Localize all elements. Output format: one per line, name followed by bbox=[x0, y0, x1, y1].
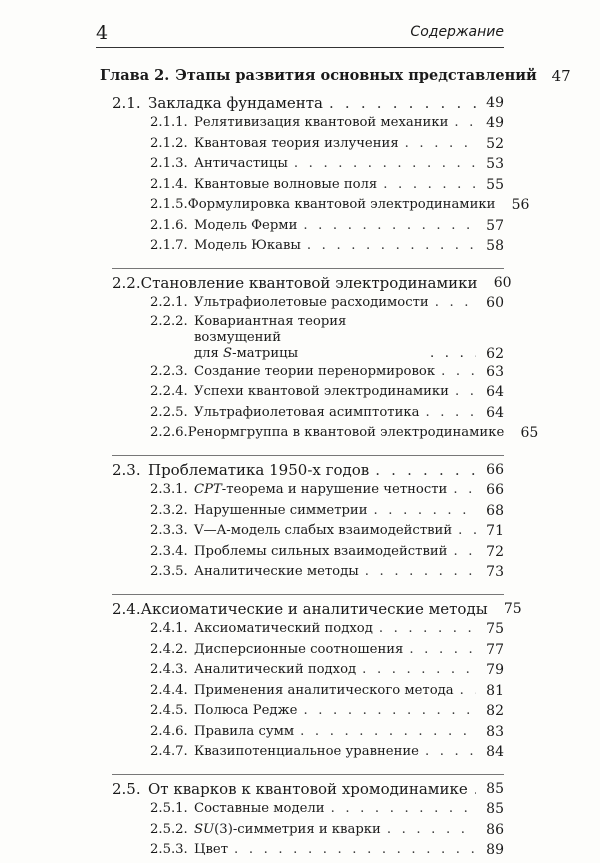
subsection-page: 71 bbox=[486, 523, 504, 539]
subsection-entry[interactable] bbox=[100, 562, 504, 583]
section-title: Проблематика 1950-х годов bbox=[148, 460, 370, 479]
leader-dots bbox=[425, 403, 476, 424]
leader-dots bbox=[307, 236, 476, 257]
subsection-entry[interactable] bbox=[100, 619, 504, 640]
subsection-entry[interactable] bbox=[100, 293, 504, 314]
subsection-number: 2.3.5. bbox=[150, 564, 188, 579]
subsection-entry[interactable] bbox=[100, 660, 504, 681]
subsection-page: 89 bbox=[486, 842, 504, 858]
subsection-title: Модель Ферми bbox=[194, 217, 298, 233]
section-page: 75 bbox=[503, 600, 522, 617]
subsection-page: 68 bbox=[486, 502, 504, 519]
subsection-page: 49 bbox=[486, 115, 504, 131]
subsection-entry[interactable] bbox=[100, 681, 504, 702]
leader-dots bbox=[387, 820, 476, 841]
subsection-entry[interactable] bbox=[100, 701, 504, 722]
subsection-entry[interactable] bbox=[100, 423, 539, 444]
subsection-title: Проблемы сильных взаимодействий bbox=[194, 543, 448, 559]
subsection-title: Квантовая теория излучения bbox=[194, 135, 399, 151]
subsection-page: 63 bbox=[486, 363, 504, 380]
leader-dots bbox=[365, 562, 476, 583]
section-title: Становление квантовой электродинамики bbox=[140, 273, 478, 292]
subsection-page: 75 bbox=[486, 621, 504, 637]
section-divider bbox=[112, 268, 504, 269]
leader-dots bbox=[303, 216, 476, 237]
subsection-page: 57 bbox=[486, 217, 504, 234]
leader-dots bbox=[453, 480, 476, 501]
subsection-title bbox=[194, 314, 424, 362]
subsection-title: Успехи квантовой электродинамики bbox=[194, 384, 449, 399]
section-group-2-3 bbox=[100, 460, 504, 585]
section-number: 2.2. bbox=[112, 273, 141, 292]
subsection-page: 56 bbox=[511, 197, 530, 213]
subsection-title-line2-post: -матрицы bbox=[232, 345, 299, 361]
leader-dots bbox=[362, 660, 476, 681]
leader-dots bbox=[329, 93, 476, 114]
subsection-title: Составные модели bbox=[194, 801, 325, 816]
section-entry[interactable] bbox=[100, 599, 522, 620]
subsection-page: 84 bbox=[486, 744, 504, 760]
subsection-title-rest: -теорема и нарушение четности bbox=[221, 482, 448, 497]
subsection-page: 85 bbox=[486, 801, 504, 817]
header-rule bbox=[96, 47, 504, 48]
subsection-number: 2.1.2. bbox=[150, 135, 188, 151]
leader-dots bbox=[300, 722, 476, 743]
subsection-page: 77 bbox=[486, 641, 504, 658]
subsection-entry[interactable] bbox=[100, 799, 504, 820]
subsection-title: Создание теории перенормировок bbox=[194, 363, 436, 379]
subsection-page: 60 bbox=[486, 295, 504, 311]
section-group-2-2 bbox=[100, 273, 539, 446]
subsection-entry[interactable] bbox=[100, 236, 504, 257]
leader-dots bbox=[441, 362, 476, 383]
subsection-number: 2.3.3. bbox=[150, 523, 188, 538]
subsection-title: Цвет bbox=[194, 842, 229, 857]
subsection-number: 2.2.5. bbox=[150, 404, 188, 420]
math-symbol: CPT bbox=[194, 482, 222, 497]
section-entry[interactable] bbox=[100, 779, 504, 800]
section-number: 2.1. bbox=[112, 93, 141, 112]
section-divider bbox=[112, 455, 504, 456]
leader-dots bbox=[454, 113, 476, 134]
subsection-title: Модель Юкавы bbox=[194, 238, 301, 253]
section-page: 66 bbox=[486, 461, 504, 478]
subsection-entry[interactable] bbox=[100, 480, 504, 501]
subsection-title-line2-pre: для bbox=[194, 345, 224, 361]
section-page: 49 bbox=[486, 94, 504, 111]
leader-dots bbox=[331, 799, 476, 820]
subsection-entry[interactable] bbox=[100, 640, 504, 661]
section-page: 85 bbox=[486, 780, 504, 797]
subsection-title: V—A-модель слабых взаимодействий bbox=[194, 523, 453, 538]
leader-dots bbox=[375, 460, 476, 481]
subsection-entry[interactable] bbox=[100, 501, 504, 522]
subsection-number: 2.4.7. bbox=[150, 744, 188, 759]
section-group-2-5 bbox=[100, 779, 504, 863]
subsection-title: Аналитические методы bbox=[194, 564, 359, 579]
leader-dots bbox=[474, 779, 476, 800]
running-head: Содержание bbox=[410, 24, 504, 40]
subsection-page: 58 bbox=[486, 238, 504, 254]
leader-dots bbox=[458, 521, 476, 542]
subsection-number: 2.4.6. bbox=[150, 723, 188, 739]
leader-dots bbox=[383, 175, 476, 196]
section-group-2-1 bbox=[100, 93, 530, 259]
subsection-page: 86 bbox=[486, 821, 504, 838]
subsection-title: Ультрафиолетовая асимптотика bbox=[194, 404, 420, 420]
subsection-title: Античастицы bbox=[194, 156, 288, 171]
subsection-number: 2.3.1. bbox=[150, 482, 188, 497]
subsection-number: 2.1.4. bbox=[150, 176, 188, 192]
leader-dots bbox=[294, 154, 476, 175]
leader-dots bbox=[234, 840, 476, 861]
math-symbol: S bbox=[223, 345, 233, 361]
subsection-title: Нарушенные симметрии bbox=[194, 502, 368, 518]
subsection-page: 66 bbox=[486, 482, 504, 498]
leader-dots bbox=[405, 134, 476, 155]
subsection-number: 2.4.5. bbox=[150, 703, 188, 718]
subsection-page: 83 bbox=[486, 723, 504, 740]
subsection-entry[interactable] bbox=[100, 742, 504, 763]
subsection-entry[interactable] bbox=[100, 134, 504, 155]
subsection-entry[interactable] bbox=[100, 113, 504, 134]
math-symbol: SU bbox=[194, 821, 215, 837]
subsection-number: 2.5.1. bbox=[150, 801, 188, 816]
subsection-number: 2.2.6. bbox=[150, 425, 188, 440]
leader-dots bbox=[455, 382, 476, 403]
subsection-number: 2.4.4. bbox=[150, 682, 188, 698]
subsection-number: 2.3.4. bbox=[150, 543, 188, 559]
subsection-number: 2.5.2. bbox=[150, 821, 188, 837]
leader-dots bbox=[374, 501, 476, 522]
subsection-number: 2.1.6. bbox=[150, 217, 188, 233]
subsection-number: 2.1.3. bbox=[150, 156, 188, 171]
subsection-page: 62 bbox=[486, 345, 504, 362]
subsection-title: Применения аналитического метода bbox=[194, 682, 454, 698]
section-entry[interactable] bbox=[100, 460, 504, 481]
subsection-page: 64 bbox=[486, 404, 504, 421]
leader-dots bbox=[409, 640, 476, 661]
section-entry[interactable] bbox=[100, 273, 512, 294]
subsection-entry[interactable] bbox=[100, 840, 504, 861]
subsection-number: 2.4.1. bbox=[150, 621, 188, 636]
subsection-page: 55 bbox=[486, 176, 504, 193]
subsection-title: Аналитический подход bbox=[194, 662, 357, 677]
section-group-2-4 bbox=[100, 599, 522, 765]
leader-dots bbox=[453, 542, 476, 563]
subsection-title: Аксиоматический подход bbox=[194, 621, 373, 636]
subsection-title: Ультрафиолетовые расходимости bbox=[194, 295, 429, 310]
subsection-page: 79 bbox=[486, 662, 504, 678]
subsection-number: 2.2.3. bbox=[150, 363, 188, 379]
subsection-title: Дисперсионные соотношения bbox=[194, 641, 404, 657]
section-number: 2.5. bbox=[112, 779, 141, 798]
subsection-title: Правила сумм bbox=[194, 723, 295, 739]
subsection-number: 2.3.2. bbox=[150, 502, 188, 518]
subsection-title: Полюса Редже bbox=[194, 703, 298, 718]
subsection-entry[interactable] bbox=[100, 382, 504, 403]
subsection-page: 72 bbox=[486, 543, 504, 560]
subsection-number: 2.2.1. bbox=[150, 295, 188, 310]
subsection-title: Релятивизация квантовой механики bbox=[194, 115, 449, 130]
leader-dots bbox=[460, 681, 476, 702]
subsection-number: 2.1.7. bbox=[150, 238, 188, 253]
leader-dots bbox=[379, 619, 476, 640]
table-of-contents bbox=[100, 66, 571, 863]
subsection-title-rest: (3)-симметрия и кварки bbox=[214, 821, 381, 837]
chapter-entry[interactable] bbox=[100, 66, 571, 87]
section-title: Аксиоматические и аналитические методы bbox=[140, 599, 488, 618]
subsection-entry[interactable] bbox=[100, 195, 530, 216]
subsection-number: 2.1.1. bbox=[150, 115, 188, 130]
section-divider bbox=[112, 594, 504, 595]
section-page: 60 bbox=[493, 274, 512, 291]
subsection-page: 65 bbox=[520, 425, 539, 441]
subsection-page: 82 bbox=[486, 703, 504, 719]
subsection-title: Квазипотенциальное уравнение bbox=[194, 744, 419, 759]
section-number: 2.3. bbox=[112, 460, 141, 479]
section-title: Закладка фундамента bbox=[148, 93, 323, 112]
subsection-page: 64 bbox=[486, 384, 504, 400]
subsection-entry[interactable] bbox=[100, 542, 504, 563]
subsection-title: Ренормгруппа в квантовой электродинамике bbox=[187, 425, 505, 440]
subsection-page: 73 bbox=[486, 564, 504, 580]
subsection-title: Квантовые волновые поля bbox=[194, 176, 378, 192]
subsection-number: 2.2.2. bbox=[150, 313, 188, 329]
chapter-label: Глава 2. bbox=[100, 67, 170, 84]
subsection-number: 2.2.4. bbox=[150, 384, 188, 399]
section-number: 2.4. bbox=[112, 599, 141, 618]
subsection-entry[interactable] bbox=[100, 314, 504, 362]
subsection-number: 2.4.2. bbox=[150, 641, 188, 657]
subsection-entry[interactable] bbox=[100, 216, 504, 237]
subsection-page: 81 bbox=[486, 682, 504, 699]
page-number: 4 bbox=[96, 22, 109, 44]
subsection-page: 53 bbox=[486, 156, 504, 172]
section-title: От кварков к квантовой хромодинамике bbox=[148, 779, 468, 798]
leader-dots bbox=[425, 742, 476, 763]
subsection-entry[interactable] bbox=[100, 362, 504, 383]
leader-dots bbox=[435, 293, 476, 314]
subsection-title: Формулировка квантовой электродинамики bbox=[187, 197, 496, 212]
subsection-entry[interactable] bbox=[100, 154, 504, 175]
subsection-entry[interactable] bbox=[100, 403, 504, 424]
subsection-number: 2.5.3. bbox=[150, 842, 188, 857]
subsection-title bbox=[194, 820, 381, 841]
subsection-title bbox=[194, 480, 447, 501]
subsection-entry[interactable] bbox=[100, 521, 504, 542]
subsection-page: 52 bbox=[486, 135, 504, 152]
section-divider bbox=[112, 774, 504, 775]
subsection-number: 2.1.5. bbox=[150, 197, 188, 212]
leader-dots bbox=[303, 701, 476, 722]
subsection-number: 2.4.3. bbox=[150, 662, 188, 677]
chapter-title: Этапы развития основных представлений bbox=[175, 67, 537, 84]
section-entry[interactable] bbox=[100, 93, 504, 114]
subsection-entry[interactable] bbox=[100, 820, 504, 841]
chapter-page: 47 bbox=[551, 67, 571, 85]
subsection-entry[interactable] bbox=[100, 722, 504, 743]
leader-dots bbox=[430, 346, 476, 362]
subsection-entry[interactable] bbox=[100, 175, 504, 196]
subsection-title-line1: Ковариантная теория возмущений bbox=[194, 313, 347, 345]
